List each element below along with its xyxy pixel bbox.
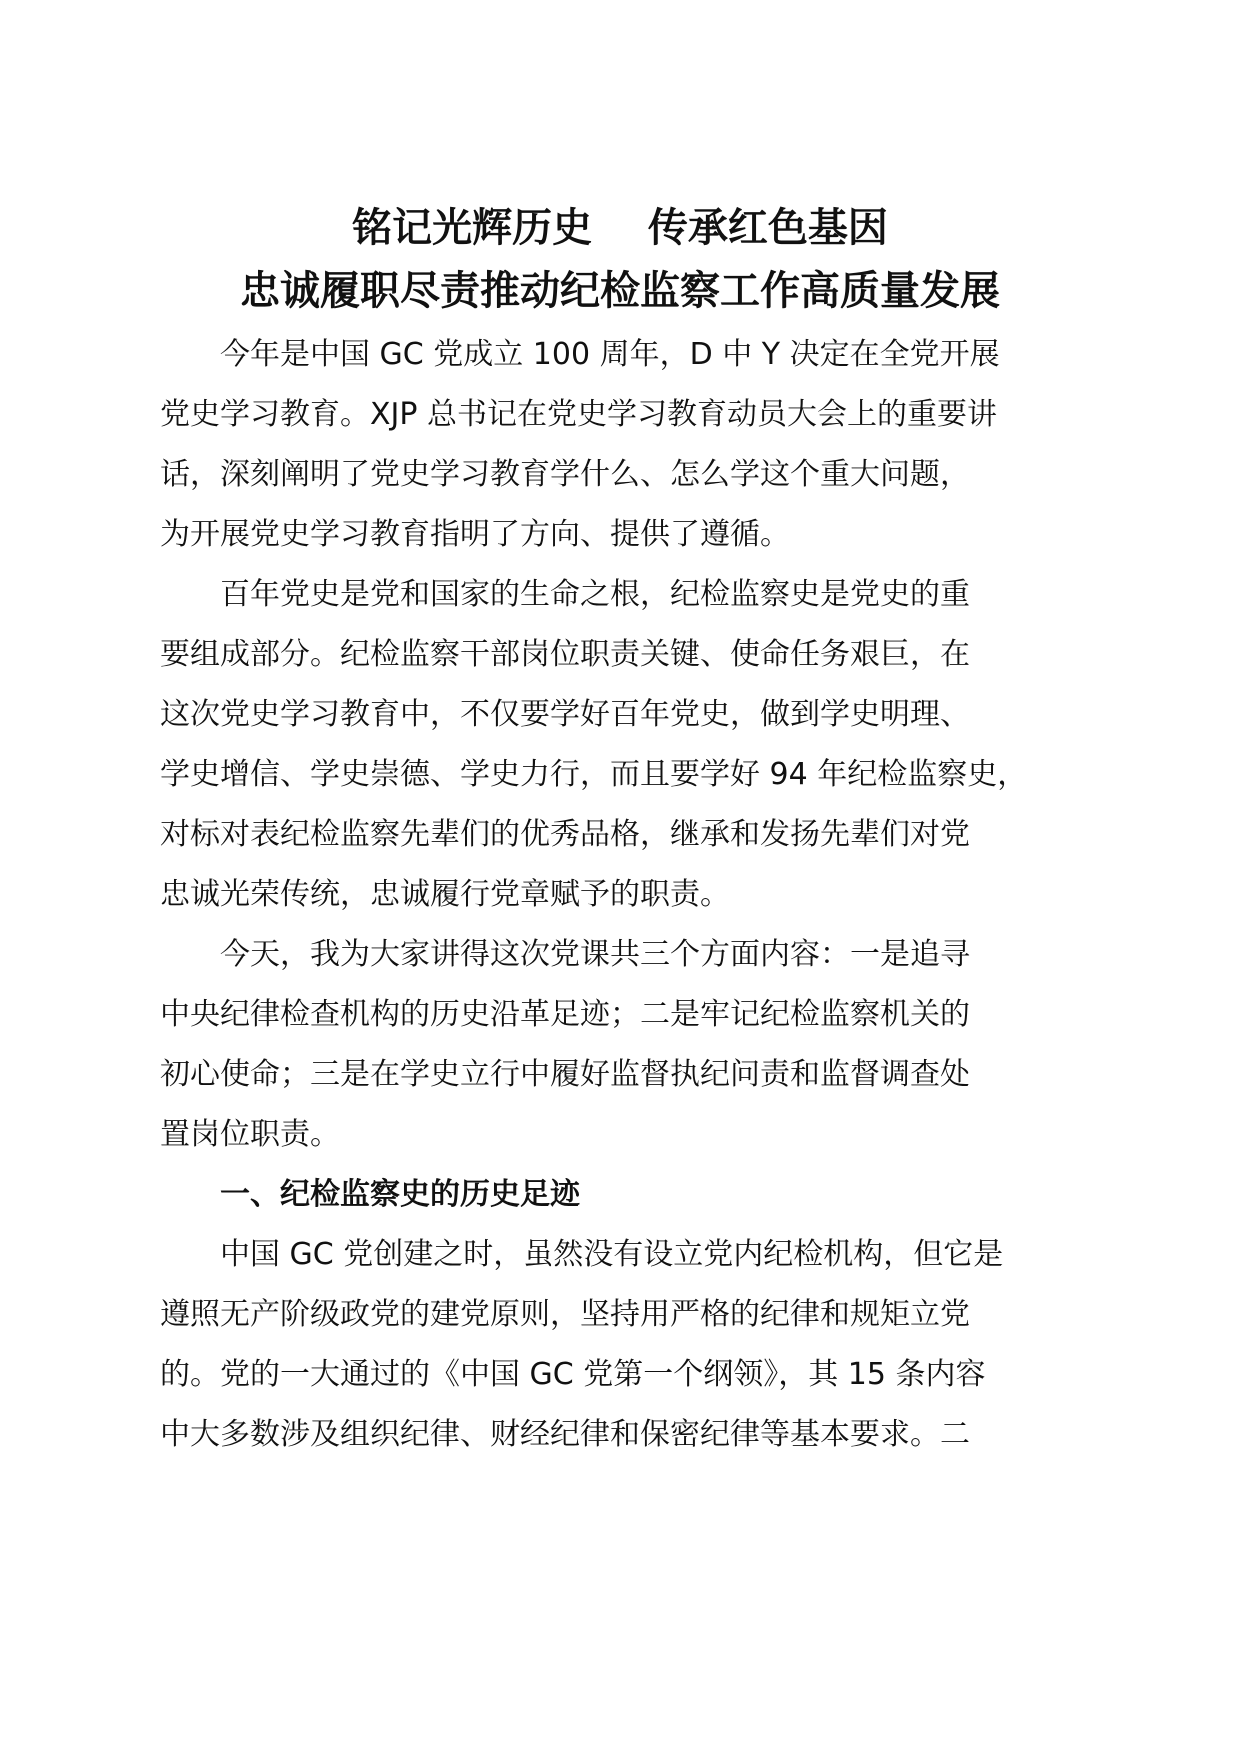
paragraph-2-line-5: 对标对表纪检监察先辈们的优秀品格，继承和发扬先辈们对党: [160, 817, 970, 852]
paragraph-1-line-2: 党史学习教育。XJP 总书记在党史学习教育动员大会上的重要讲: [160, 397, 998, 432]
paragraph-3-line-4: 置岗位职责。: [160, 1117, 340, 1152]
paragraph-2-line-4: 学史增信、学史崇德、学史力行，而且要学好 94 年纪检监察史，: [160, 757, 1028, 792]
paragraph-2-line-2: 要组成部分。纪检监察干部岗位职责关键、使命任务艰巨，在: [160, 637, 970, 672]
paragraph-1-line-4: 为开展党史学习教育指明了方向、提供了遵循。: [160, 517, 790, 552]
document-title-line-1: 铭记光辉历史 传承红色基因: [352, 205, 888, 251]
paragraph-3-line-3: 初心使命；三是在学史立行中履好监督执纪问责和监督调查处: [160, 1057, 970, 1092]
paragraph-1-line-1: 今年是中国 GC 党成立 100 周年，D 中 Y 决定在全党开展: [160, 337, 1000, 372]
paragraph-3-line-2: 中央纪律检查机构的历史沿革足迹；二是牢记纪检监察机关的: [160, 997, 970, 1032]
paragraph-2-line-6: 忠诚光荣传统，忠诚履行党章赋予的职责。: [160, 877, 730, 912]
document-title-line-2: 忠诚履职尽责推动纪检监察工作高质量发展: [240, 268, 1000, 314]
paragraph-4-line-4: 中大多数涉及组织纪律、财经纪律和保密纪律等基本要求。二: [160, 1417, 970, 1452]
paragraph-2-line-1: 百年党史是党和国家的生命之根，纪检监察史是党史的重: [160, 577, 970, 612]
section-heading-1: 一、纪检监察史的历史足迹: [160, 1177, 580, 1212]
paragraph-4-line-2: 遵照无产阶级政党的建党原则，坚持用严格的纪律和规矩立党: [160, 1297, 970, 1332]
paragraph-1-line-3: 话，深刻阐明了党史学习教育学什么、怎么学这个重大问题，: [160, 457, 970, 492]
paragraph-4-line-1: 中国 GC 党创建之时，虽然没有设立党内纪检机构，但它是: [160, 1237, 1004, 1272]
paragraph-3-line-1: 今天，我为大家讲得这次党课共三个方面内容：一是追寻: [160, 937, 970, 972]
paragraph-4-line-3: 的。党的一大通过的《中国 GC 党第一个纲领》，其 15 条内容: [160, 1357, 986, 1392]
paragraph-2-line-3: 这次党史学习教育中，不仅要学好百年党史，做到学史明理、: [160, 697, 970, 732]
